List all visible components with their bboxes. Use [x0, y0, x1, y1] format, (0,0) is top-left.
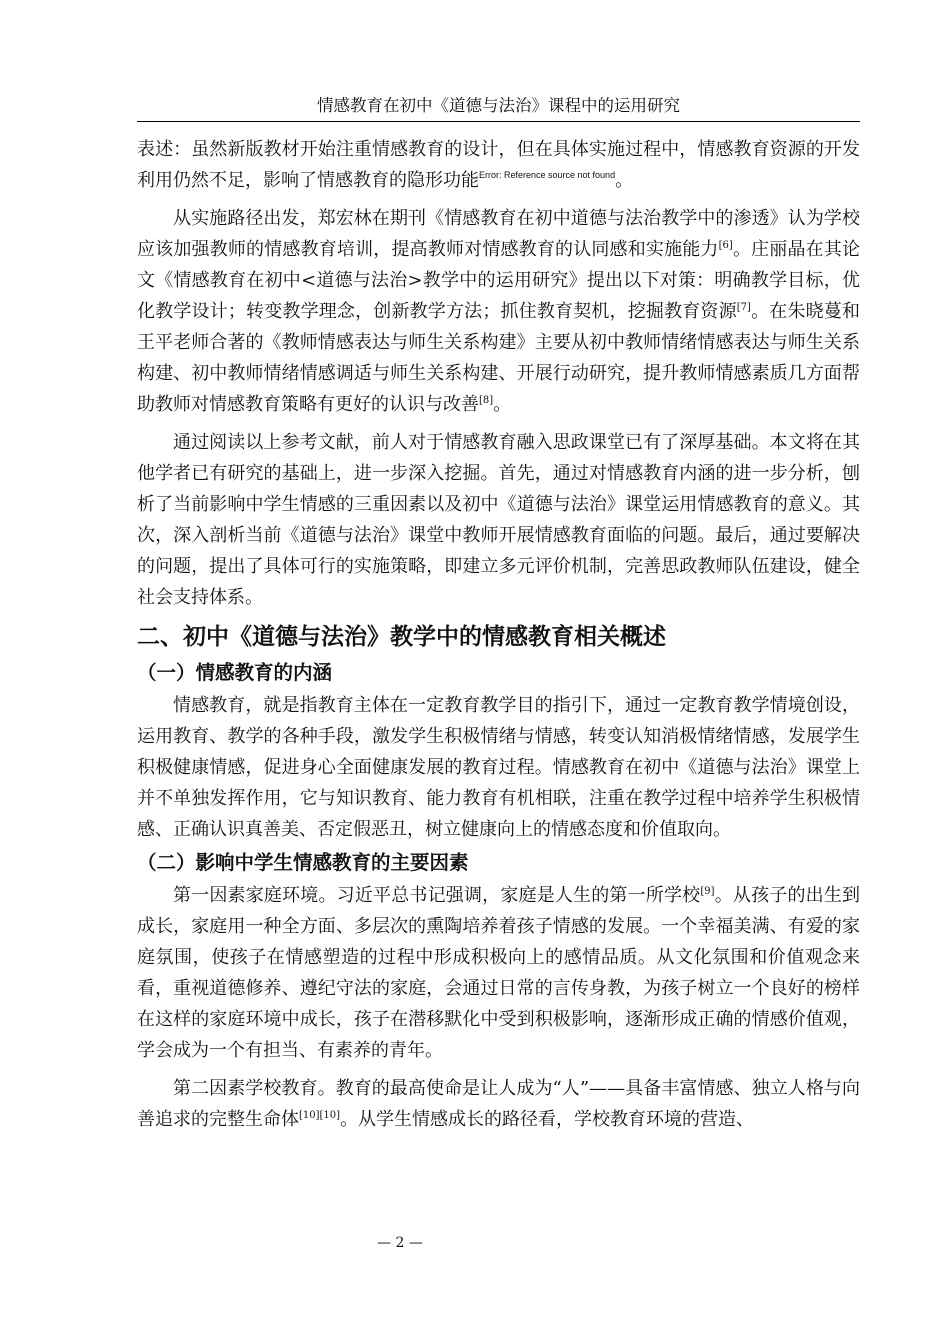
- paragraph-3: 通过阅读以上参考文献，前人对于情感教育融入思政课堂已有了深厚基础。本文将在其他学者已有研究的基础上，进一步深入挖掘。首先，通过对情感教育内涵的进一步分析，刨析了当前影响中学生情感的三重因素以及初中《道德与法治》课堂运用情感教育的意义。其次，深入剖析当前《道德与法治》课堂中教师开展情感教育面临的问题。最后，通过要解决的问题，提出了具体可行的实施策略，即建立多元评价机制，完善思政教师队伍建设，健全社会支持体系。: [137, 432, 860, 608]
- paragraph-2-part-c: 。在朱晓蔓和王平老师合著的《教师情感表达与师生关系构建》主要从初中教师情绪情感表达与师生关系构建、初中教师情绪情感调适与师生关系构建、开展行动研究，提升教师情感素质几方面帮助教师对情感教育策略有更好的认识与改善: [137, 301, 861, 415]
- paragraph-5-part-a: 第一因素家庭环境。习近平总书记强调，家庭是人生的第一所学校: [173, 885, 701, 906]
- paragraph-1-text: 表述：虽然新版教材开始注重情感教育的设计，但在具体实施过程中，情感教育资源的开发利用仍然不足，影响了情感教育的隐形功能: [137, 139, 860, 191]
- page-number: — 2 —: [377, 1235, 423, 1251]
- header-rule: [137, 121, 860, 122]
- section-heading-2: 二、初中《道德与法治》教学中的情感教育相关概述: [137, 624, 666, 650]
- paragraph-6-part-a: 第二因素学校教育。教育的最高使命是让人成为“人”——具备丰富情感、独立人格与向善追求的完整生命体: [137, 1078, 860, 1130]
- paragraph-2: [137, 203, 860, 420]
- paragraph-1: [137, 134, 860, 196]
- paragraph-6: [137, 1073, 860, 1135]
- citation-6: [6]: [718, 240, 733, 251]
- subsection-heading-1: （一）情感教育的内涵: [137, 661, 333, 684]
- paragraph-2-part-d: 。: [493, 394, 512, 415]
- page-body: [137, 134, 860, 1135]
- paragraph-5-part-b: 。从孩子的出生到成长，家庭用一种全方面、多层次的熏陶培养着孩子情感的发展。一个幸福美满、有爱的家庭氛围，使孩子在情感塑造的过程中形成积极向上的感情品质。从文化氛围和价值观念来看，重视道德修养、遵纪守法的家庭，会通过日常的言传身教，为孩子树立一个良好的榜样在这样的家庭环境中成长，孩子在潜移默化中受到积极影响，逐渐形成正确的情感价值观，学会成为一个有担当、有素养的青年。: [137, 885, 861, 1061]
- paragraph-4: 情感教育，就是指教育主体在一定教育教学目的指引下，通过一定教育教学情境创设，运用教育、教学的各种手段，激发学生积极情绪与情感，转变认知消极情绪情感，发展学生积极健康情感，促进身心全面健康发展的教育过程。情感教育在初中《道德与法治》课堂上并不单独发挥作用，它与知识教育、能力教育有机相联，注重在教学过程中培养学生积极情感、正确认识真善美、否定假恶丑，树立健康向上的情感态度和价值取向。: [137, 695, 860, 840]
- paragraph-6-part-b: 。从学生情感成长的路径看，学校教育环境的营造、: [340, 1109, 755, 1130]
- paragraph-2-part-a: 从实施路径出发，郑宏林在期刊《情感教育在初中道德与法治教学中的渗透》认为学校应该加强教师的情感教育培训，提高教师对情感教育的认同感和实施能力: [137, 208, 860, 260]
- subsection-heading-2: （二）影响中学生情感教育的主要因素: [137, 851, 469, 874]
- citation-7: [7]: [736, 302, 751, 313]
- reference-error: Error: Reference source not found: [479, 170, 616, 180]
- paragraph-2-part-b: 。庄丽晶在其论文《情感教育在初中<道德与法治>教学中的运用研究》提出以下对策：明确教学目标，优化教学设计；转变教学理念，创新教学方法；抓住教育契机，挖掘教育资源: [137, 239, 861, 322]
- paragraph-5: [137, 880, 860, 1066]
- paragraph-1-end: 。: [615, 170, 634, 191]
- citation-10: [10][10]: [299, 1110, 341, 1121]
- citation-9: [9]: [700, 886, 715, 897]
- running-header: 情感教育在初中《道德与法治》课程中的运用研究: [317, 96, 680, 115]
- citation-8: [8]: [479, 395, 494, 406]
